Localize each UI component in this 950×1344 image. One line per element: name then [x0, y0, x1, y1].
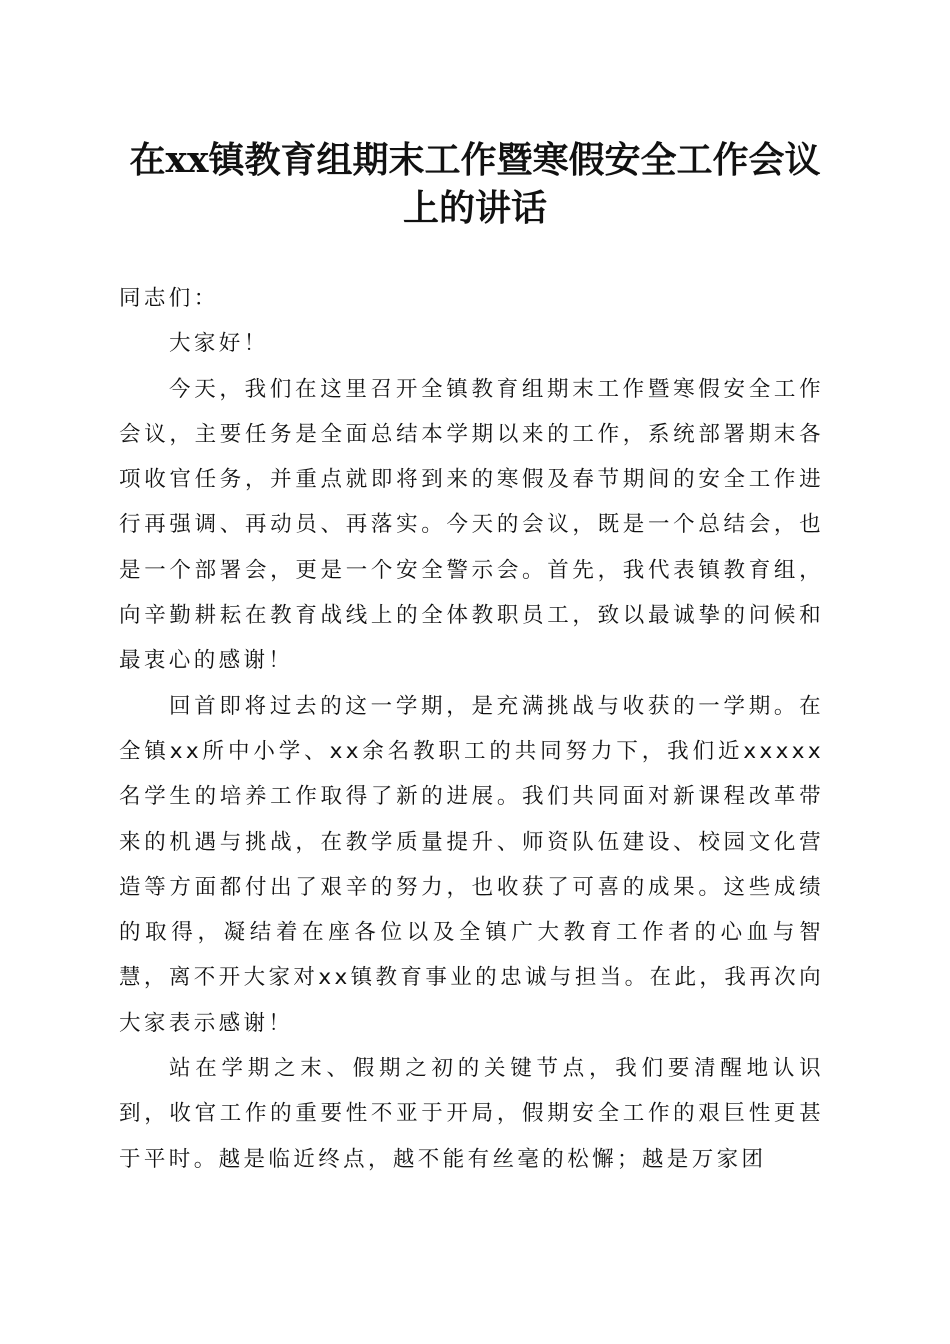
title-line-1: 在xx镇教育组期末工作暨寒假安全工作会议 [129, 139, 821, 181]
paragraph-review: 回首即将过去的这一学期，是充满挑战与收获的一学期。在全镇xx所中小学、xx余名教职工的共同努力下，我们近xxxxx名学生的培养工作取得了新的进展。我们共同面对新课程改革带来的机遇与挑战，在教学质量提升、师资队伍建设、校园文化营造等方面都付出了艰辛的努力，也收获了可喜的成果。这些成绩的取得，凝结着在座各位以及全镇广大教育工作者的心血与智慧，离不开大家对xx镇教育事业的忠诚与担当。在此，我再次向大家表示感谢！ [119, 693, 824, 1036]
salutation: 同志们： [119, 286, 219, 311]
document-title [110, 136, 840, 232]
paragraph-intro: 今天，我们在这里召开全镇教育组期末工作暨寒假安全工作会议，主要任务是全面总结本学期以来的工作，系统部署期末各项收官任务，并重点就即将到来的寒假及春节期间的安全工作进行再强调、再动员、再落实。今天的会议，既是一个总结会，也是一个部署会，更是一个安全警示会。首先，我代表镇教育组，向辛勤耕耘在教育战线上的全体教职员工，致以最诚挚的问候和最衷心的感谢！ [119, 376, 824, 674]
title-line-2: 上的讲话 [402, 187, 547, 229]
paragraph-greeting: 大家好！ [169, 331, 269, 357]
paragraph-outlook: 站在学期之末、假期之初的关键节点，我们要清醒地认识到，收官工作的重要性不亚于开局，假期安全工作的艰巨性更甚于平时。越是临近终点，越不能有丝毫的松懈；越是万家团 [119, 1056, 824, 1172]
document-body [119, 276, 824, 1182]
